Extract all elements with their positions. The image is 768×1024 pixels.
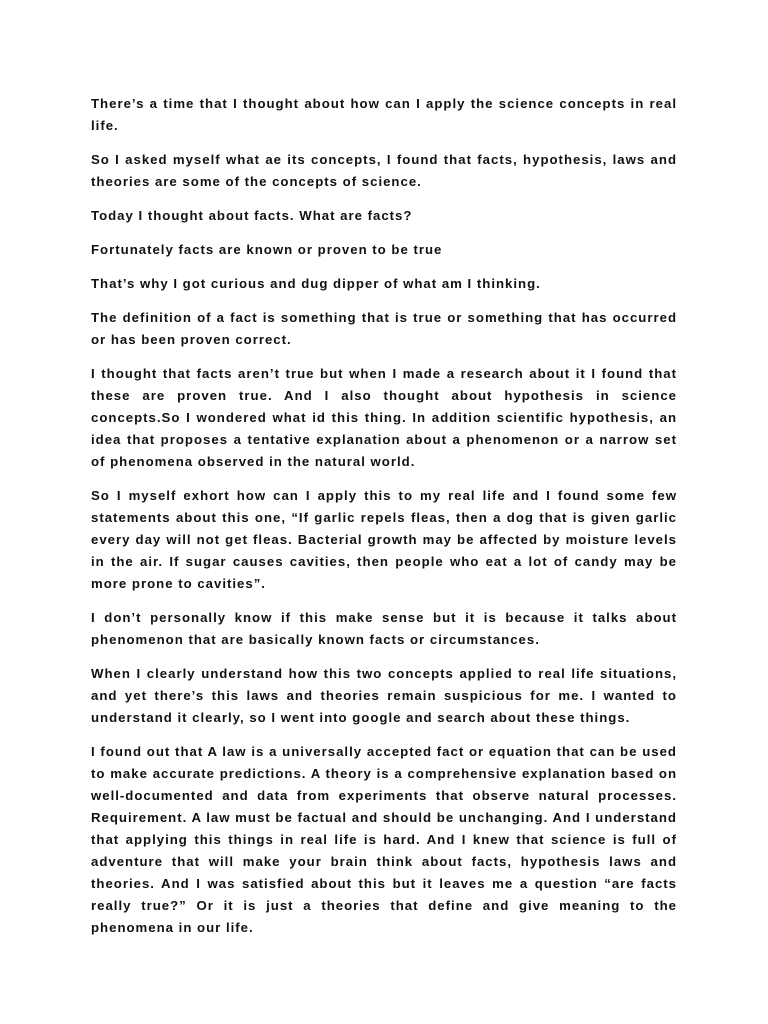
paragraph-7: I thought that facts aren’t true but when I made a research about it I found that these are proven true. And I also thought about hypothesis in science concepts.So I wondered what id this thing. In addition scientific hypothesis, an idea that proposes a tentative explanation about a phenomenon or a narrow set of phenomena observed in the natural world.	[91, 366, 677, 469]
paragraph-3: Today I thought about facts. What are facts?	[91, 208, 413, 223]
paragraph-11: I found out that A law is a universally accepted fact or equation that can be used to make accurate predictions. A theory is a comprehensive explanation based on well-documented and data from experiments that observe natural processes. Requirement. A law must be factual and should be unchanging. And I understand that applying this things in real life is hard. And I knew that science is full of adventure that will make your brain think about facts, hypothesis laws and theories. And I was satisfied about this but it leaves me a question “are facts really true?” Or it is just a theories that define and give meaning to the phenomena in our life.	[91, 744, 677, 935]
paragraph-9: I don’t personally know if this make sense but it is because it talks about phenomenon that are basically known facts or circumstances.	[91, 610, 677, 647]
paragraph-10: When I clearly understand how this two concepts applied to real life situations, and yet there’s this laws and theories remain suspicious for me. I wanted to understand it clearly, so I went into google and search about these things.	[91, 666, 677, 725]
paragraph-4: Fortunately facts are known or proven to be true	[91, 242, 443, 257]
paragraph-2: So I asked myself what ae its concepts, I found that facts, hypothesis, laws and theories are some of the concepts of science.	[91, 152, 677, 189]
paragraph-5: That’s why I got curious and dug dipper of what am I thinking.	[91, 276, 541, 291]
paragraph-6: The definition of a fact is something that is true or something that has occurred or has been proven correct.	[91, 310, 677, 347]
paragraph-8: So I myself exhort how can I apply this to my real life and I found some few statements about this one, “If garlic repels fleas, then a dog that is given garlic every day will not get fleas. Bacterial growth may be affected by moisture levels in the air. If sugar causes cavities, then people who eat a lot of candy may be more prone to cavities”.	[91, 488, 677, 591]
paragraph-1: There’s a time that I thought about how can I apply the science concepts in real life.	[91, 96, 677, 133]
